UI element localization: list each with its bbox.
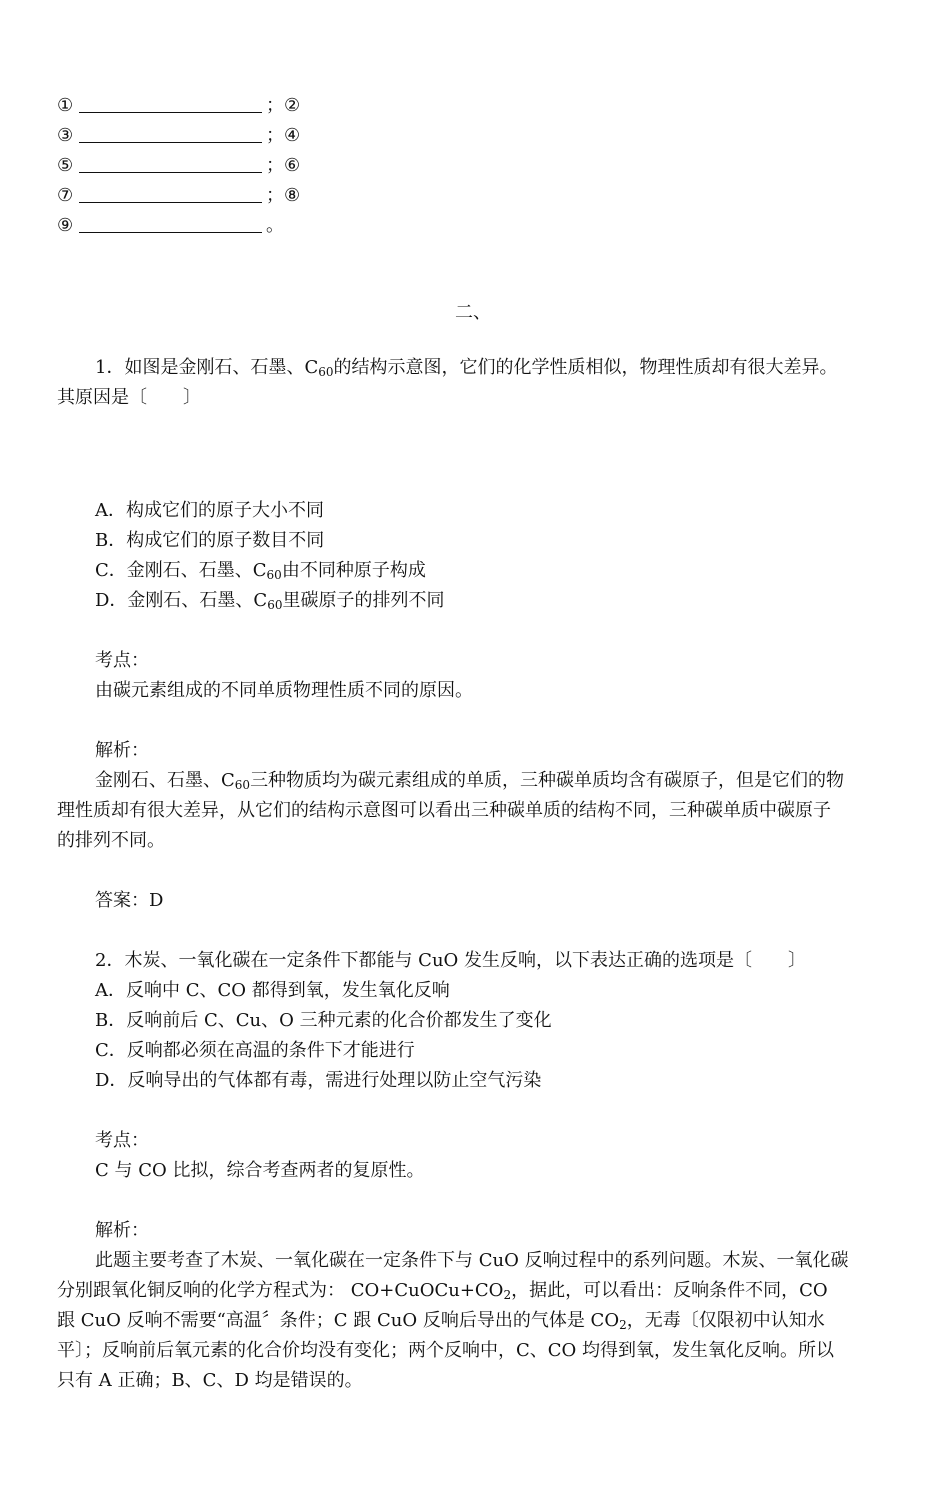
q2-jiexi-line5: 只有 A 正确；B、C、D 均是错误的。 <box>57 1370 363 1391</box>
q2-jiexi-line3 <box>57 1308 825 1334</box>
q2-option-c[interactable]: C．反响都必须在高温的条件下才能进行 <box>95 1040 415 1061</box>
q2-jiexi-line2-subscript: 2 <box>503 1288 512 1302</box>
section-title: 二、 <box>455 302 491 323</box>
q1-jiexi-text-rest: 三种物质均为碳元素组成的单质，三种碳单质均含有碳原子，但是它们的物 <box>250 770 845 791</box>
q1-option-d-text-rest: 里碳原子的排列不同 <box>282 590 445 611</box>
blank-separator: ； <box>266 155 284 176</box>
q1-option-c[interactable] <box>95 558 426 584</box>
answer-blank-7[interactable] <box>79 182 262 203</box>
answer-blank-9[interactable] <box>79 212 262 233</box>
blank-row-1 <box>57 92 300 119</box>
blank-separator: ； <box>266 125 284 146</box>
q1-stem-text: 1．如图是金刚石、石墨、C <box>95 357 319 378</box>
q1-option-d-subscript: 60 <box>267 598 283 612</box>
answer-blank-3[interactable] <box>79 122 262 143</box>
q2-jiexi-line3-text: 跟 CuO 反响不需要“高温〞条件；C 跟 CuO 反响后导出的气体是 CO <box>57 1310 620 1331</box>
blank-number: ⑤ <box>57 155 74 176</box>
q2-jiexi-line2 <box>57 1278 828 1304</box>
q1-jiexi-text: 金刚石、石墨、C <box>95 770 235 791</box>
blank-row-3 <box>57 152 300 179</box>
q2-jiexi-line2-text: 分别跟氧化铜反响的化学方程式为： CO+CuOCu+CO <box>57 1280 504 1301</box>
q1-option-c-text: C．金刚石、石墨、C <box>95 560 267 581</box>
q1-stem-text-rest: 的结构示意图，它们的化学性质相似，物理性质却有很大差异。 <box>333 357 838 378</box>
answer-blank-5[interactable] <box>79 152 262 173</box>
blank-separator: ； <box>266 185 284 206</box>
q1-option-c-subscript: 60 <box>266 568 282 582</box>
q2-jiexi-line3-subscript: 2 <box>619 1318 627 1332</box>
q1-kaodian-label: 考点： <box>95 650 149 671</box>
q1-option-d[interactable] <box>95 588 445 614</box>
blank-separator: 。 <box>266 215 284 236</box>
blank-row-5 <box>57 212 284 239</box>
blank-separator: ； <box>266 95 284 116</box>
q1-answer: 答案：D <box>95 890 164 911</box>
q1-jiexi-subscript: 60 <box>234 778 251 792</box>
blank-number: ① <box>57 95 74 116</box>
q1-stem-line2: 其原因是〔 〕 <box>57 387 201 408</box>
q1-option-d-text: D．金刚石、石墨、C <box>95 590 268 611</box>
q2-option-d[interactable]: D．反响导出的气体都有毒，需进行处理以防止空气污染 <box>95 1070 542 1091</box>
answer-blank-1[interactable] <box>79 92 262 113</box>
q2-jiexi-line3-text-rest: ，无毒〔仅限初中认知水 <box>626 1310 825 1331</box>
blank-number: ③ <box>57 125 74 146</box>
blank-next-number: ⑧ <box>284 185 301 206</box>
q1-stem <box>95 355 838 381</box>
blank-number: ⑦ <box>57 185 74 206</box>
q2-kaodian-label: 考点： <box>95 1130 149 1151</box>
blank-row-4 <box>57 182 300 209</box>
q2-kaodian-text: C 与 CO 比拟，综合考查两者的复原性。 <box>95 1160 425 1181</box>
q2-jiexi-line4: 平〕；反响前后氧元素的化合价均没有变化；两个反响中，C、CO 均得到氧，发生氧化反响。所以 <box>57 1340 835 1361</box>
q1-option-c-text-rest: 由不同种原子构成 <box>281 560 426 581</box>
q1-jiexi-line3: 的排列不同。 <box>57 830 165 851</box>
blank-number: ⑨ <box>57 215 74 236</box>
q2-option-a[interactable]: A．反响中 C、CO 都得到氧，发生氧化反响 <box>95 980 450 1001</box>
q1-option-a[interactable]: A．构成它们的原子大小不同 <box>95 500 324 521</box>
blank-next-number: ⑥ <box>284 155 301 176</box>
q2-jiexi-line2-text-rest: ，据此，可以看出：反响条件不同，CO <box>511 1280 828 1301</box>
q2-stem: 2．木炭、一氧化碳在一定条件下都能与 CuO 发生反响，以下表达正确的选项是〔 〕 <box>95 950 807 971</box>
q1-jiexi-line2: 理性质却有很大差异，从它们的结构示意图可以看出三种碳单质的结构不同，三种碳单质中碳原子 <box>57 800 831 821</box>
blank-next-number: ② <box>284 95 301 116</box>
q1-jiexi-label: 解析： <box>95 740 149 761</box>
q2-jiexi-label: 解析： <box>95 1220 149 1241</box>
q1-jiexi-line1 <box>95 768 844 794</box>
q1-kaodian-text: 由碳元素组成的不同单质物理性质不同的原因。 <box>95 680 473 701</box>
blank-next-number: ④ <box>284 125 301 146</box>
q1-stem-subscript: 60 <box>318 365 334 379</box>
q2-jiexi-line1: 此题主要考查了木炭、一氧化碳在一定条件下与 CuO 反响过程中的系列问题。木炭、一氧化碳 <box>95 1250 849 1271</box>
blank-row-2 <box>57 122 300 149</box>
q1-option-b[interactable]: B．构成它们的原子数目不同 <box>95 530 325 551</box>
q2-option-b[interactable]: B．反响前后 C、Cu、O 三种元素的化合价都发生了变化 <box>95 1010 552 1031</box>
